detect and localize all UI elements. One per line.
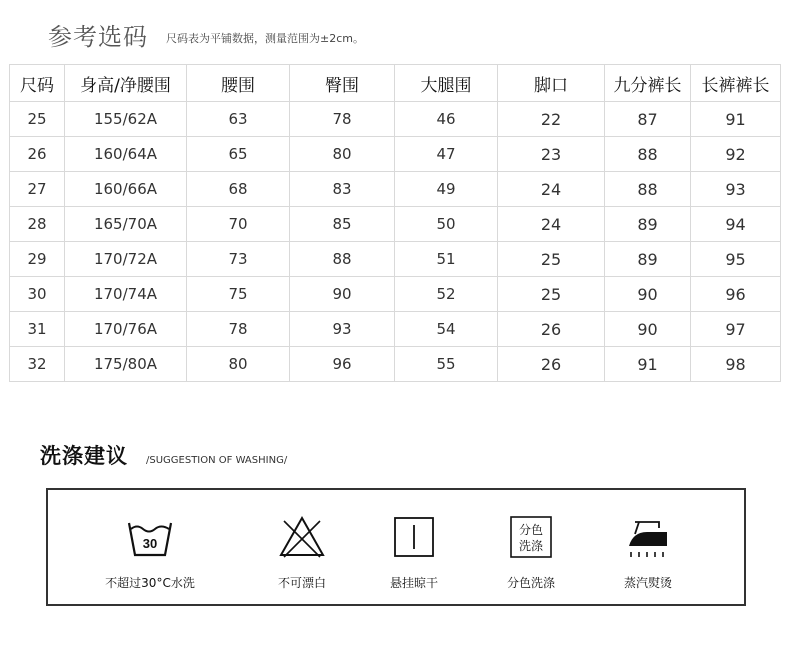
table-cell: 91: [605, 347, 691, 382]
steam-iron-icon: [623, 514, 673, 560]
table-row: [10, 207, 781, 242]
washing-title-en: /SUGGESTION OF WASHING/: [146, 455, 288, 466]
measurement-note: 尺码表为平铺数据，测量范围为±2cm。: [166, 32, 364, 45]
wash-tub-30-icon: [126, 515, 174, 559]
care-label: 悬挂晾干: [389, 576, 438, 590]
table-cell: 47: [395, 137, 498, 172]
table-cell: 160/66A: [65, 172, 187, 207]
table-cell: 49: [395, 172, 498, 207]
column-header: 身高/净腰围: [65, 65, 187, 102]
table-cell: 78: [187, 312, 290, 347]
table-cell: 90: [290, 277, 395, 312]
table-cell: 170/74A: [65, 277, 187, 312]
table-cell: 51: [395, 242, 498, 277]
table-cell: 26: [498, 347, 605, 382]
table-cell: 160/64A: [65, 137, 187, 172]
table-cell: 27: [10, 172, 65, 207]
table-cell: 88: [605, 172, 691, 207]
table-cell: 88: [290, 242, 395, 277]
care-label: 分色洗涤: [506, 576, 555, 590]
table-cell: 22: [498, 102, 605, 137]
table-cell: 28: [10, 207, 65, 242]
table-body: [10, 102, 781, 382]
table-cell: 75: [187, 277, 290, 312]
column-header: 尺码: [10, 65, 65, 102]
table-cell: 50: [395, 207, 498, 242]
table-cell: 26: [498, 312, 605, 347]
table-cell: 29: [10, 242, 65, 277]
table-cell: 25: [498, 277, 605, 312]
washing-section-title: [40, 440, 287, 470]
table-cell: 24: [498, 172, 605, 207]
table-cell: 80: [187, 347, 290, 382]
table-cell: 85: [290, 207, 395, 242]
table-cell: 155/62A: [65, 102, 187, 137]
washing-care-panel: [46, 488, 746, 606]
table-cell: 170/76A: [65, 312, 187, 347]
table-row: [10, 102, 781, 137]
table-cell: 95: [691, 242, 781, 277]
table-cell: 25: [10, 102, 65, 137]
table-cell: 93: [290, 312, 395, 347]
column-header: 九分裤长: [605, 65, 691, 102]
hang-dry-icon: [392, 515, 436, 559]
table-cell: 23: [498, 137, 605, 172]
no-bleach-icon: [278, 515, 326, 559]
table-row: [10, 137, 781, 172]
table-row: [10, 242, 781, 277]
table-cell: 78: [290, 102, 395, 137]
care-item-steam-iron: [588, 512, 708, 591]
table-cell: 54: [395, 312, 498, 347]
table-cell: 170/72A: [65, 242, 187, 277]
table-cell: 55: [395, 347, 498, 382]
column-header: 脚口: [498, 65, 605, 102]
column-header: 大腿围: [395, 65, 498, 102]
table-cell: 90: [605, 312, 691, 347]
table-cell: 89: [605, 242, 691, 277]
table-cell: 92: [691, 137, 781, 172]
table-cell: 52: [395, 277, 498, 312]
care-item-hang-dry: [354, 512, 474, 591]
table-cell: 88: [605, 137, 691, 172]
table-cell: 70: [187, 207, 290, 242]
badge-bottom-text: 洗涤: [518, 539, 544, 553]
table-cell: 98: [691, 347, 781, 382]
table-row: [10, 277, 781, 312]
care-item-wash-separately: [471, 512, 591, 591]
care-label: 蒸汽熨烫: [623, 576, 672, 590]
table-cell: 32: [10, 347, 65, 382]
washing-title-cn: 洗涤建议: [40, 444, 128, 468]
wash-temp-badge: 30: [142, 536, 158, 551]
table-cell: 31: [10, 312, 65, 347]
table-cell: 30: [10, 277, 65, 312]
table-cell: 68: [187, 172, 290, 207]
table-row: [10, 312, 781, 347]
table-cell: 97: [691, 312, 781, 347]
care-item-no-bleach: [242, 512, 362, 591]
table-cell: 93: [691, 172, 781, 207]
table-cell: 165/70A: [65, 207, 187, 242]
care-label: 不可漂白: [277, 576, 326, 590]
table-cell: 90: [605, 277, 691, 312]
table-cell: 91: [691, 102, 781, 137]
table-cell: 80: [290, 137, 395, 172]
column-header: 长裤裤长: [691, 65, 781, 102]
wash-separately-icon: [509, 515, 553, 559]
page-title: 参考选码: [48, 23, 148, 51]
table-cell: 87: [605, 102, 691, 137]
table-cell: 65: [187, 137, 290, 172]
column-header: 腰围: [187, 65, 290, 102]
table-cell: 63: [187, 102, 290, 137]
table-cell: 175/80A: [65, 347, 187, 382]
table-cell: 24: [498, 207, 605, 242]
table-cell: 25: [498, 242, 605, 277]
column-header: 臀围: [290, 65, 395, 102]
care-item-wash-30: [90, 512, 210, 591]
table-cell: 94: [691, 207, 781, 242]
table-header-row: [10, 65, 781, 102]
table-cell: 96: [290, 347, 395, 382]
table-cell: 89: [605, 207, 691, 242]
table-cell: 73: [187, 242, 290, 277]
table-cell: 46: [395, 102, 498, 137]
size-guide-header: [48, 16, 364, 52]
table-cell: 83: [290, 172, 395, 207]
care-label: 不超过30°C水洗: [105, 576, 195, 590]
table-cell: 26: [10, 137, 65, 172]
table-row: [10, 172, 781, 207]
badge-top-text: 分色: [518, 523, 544, 537]
size-table: [9, 64, 781, 382]
table-cell: 96: [691, 277, 781, 312]
table-row: [10, 347, 781, 382]
